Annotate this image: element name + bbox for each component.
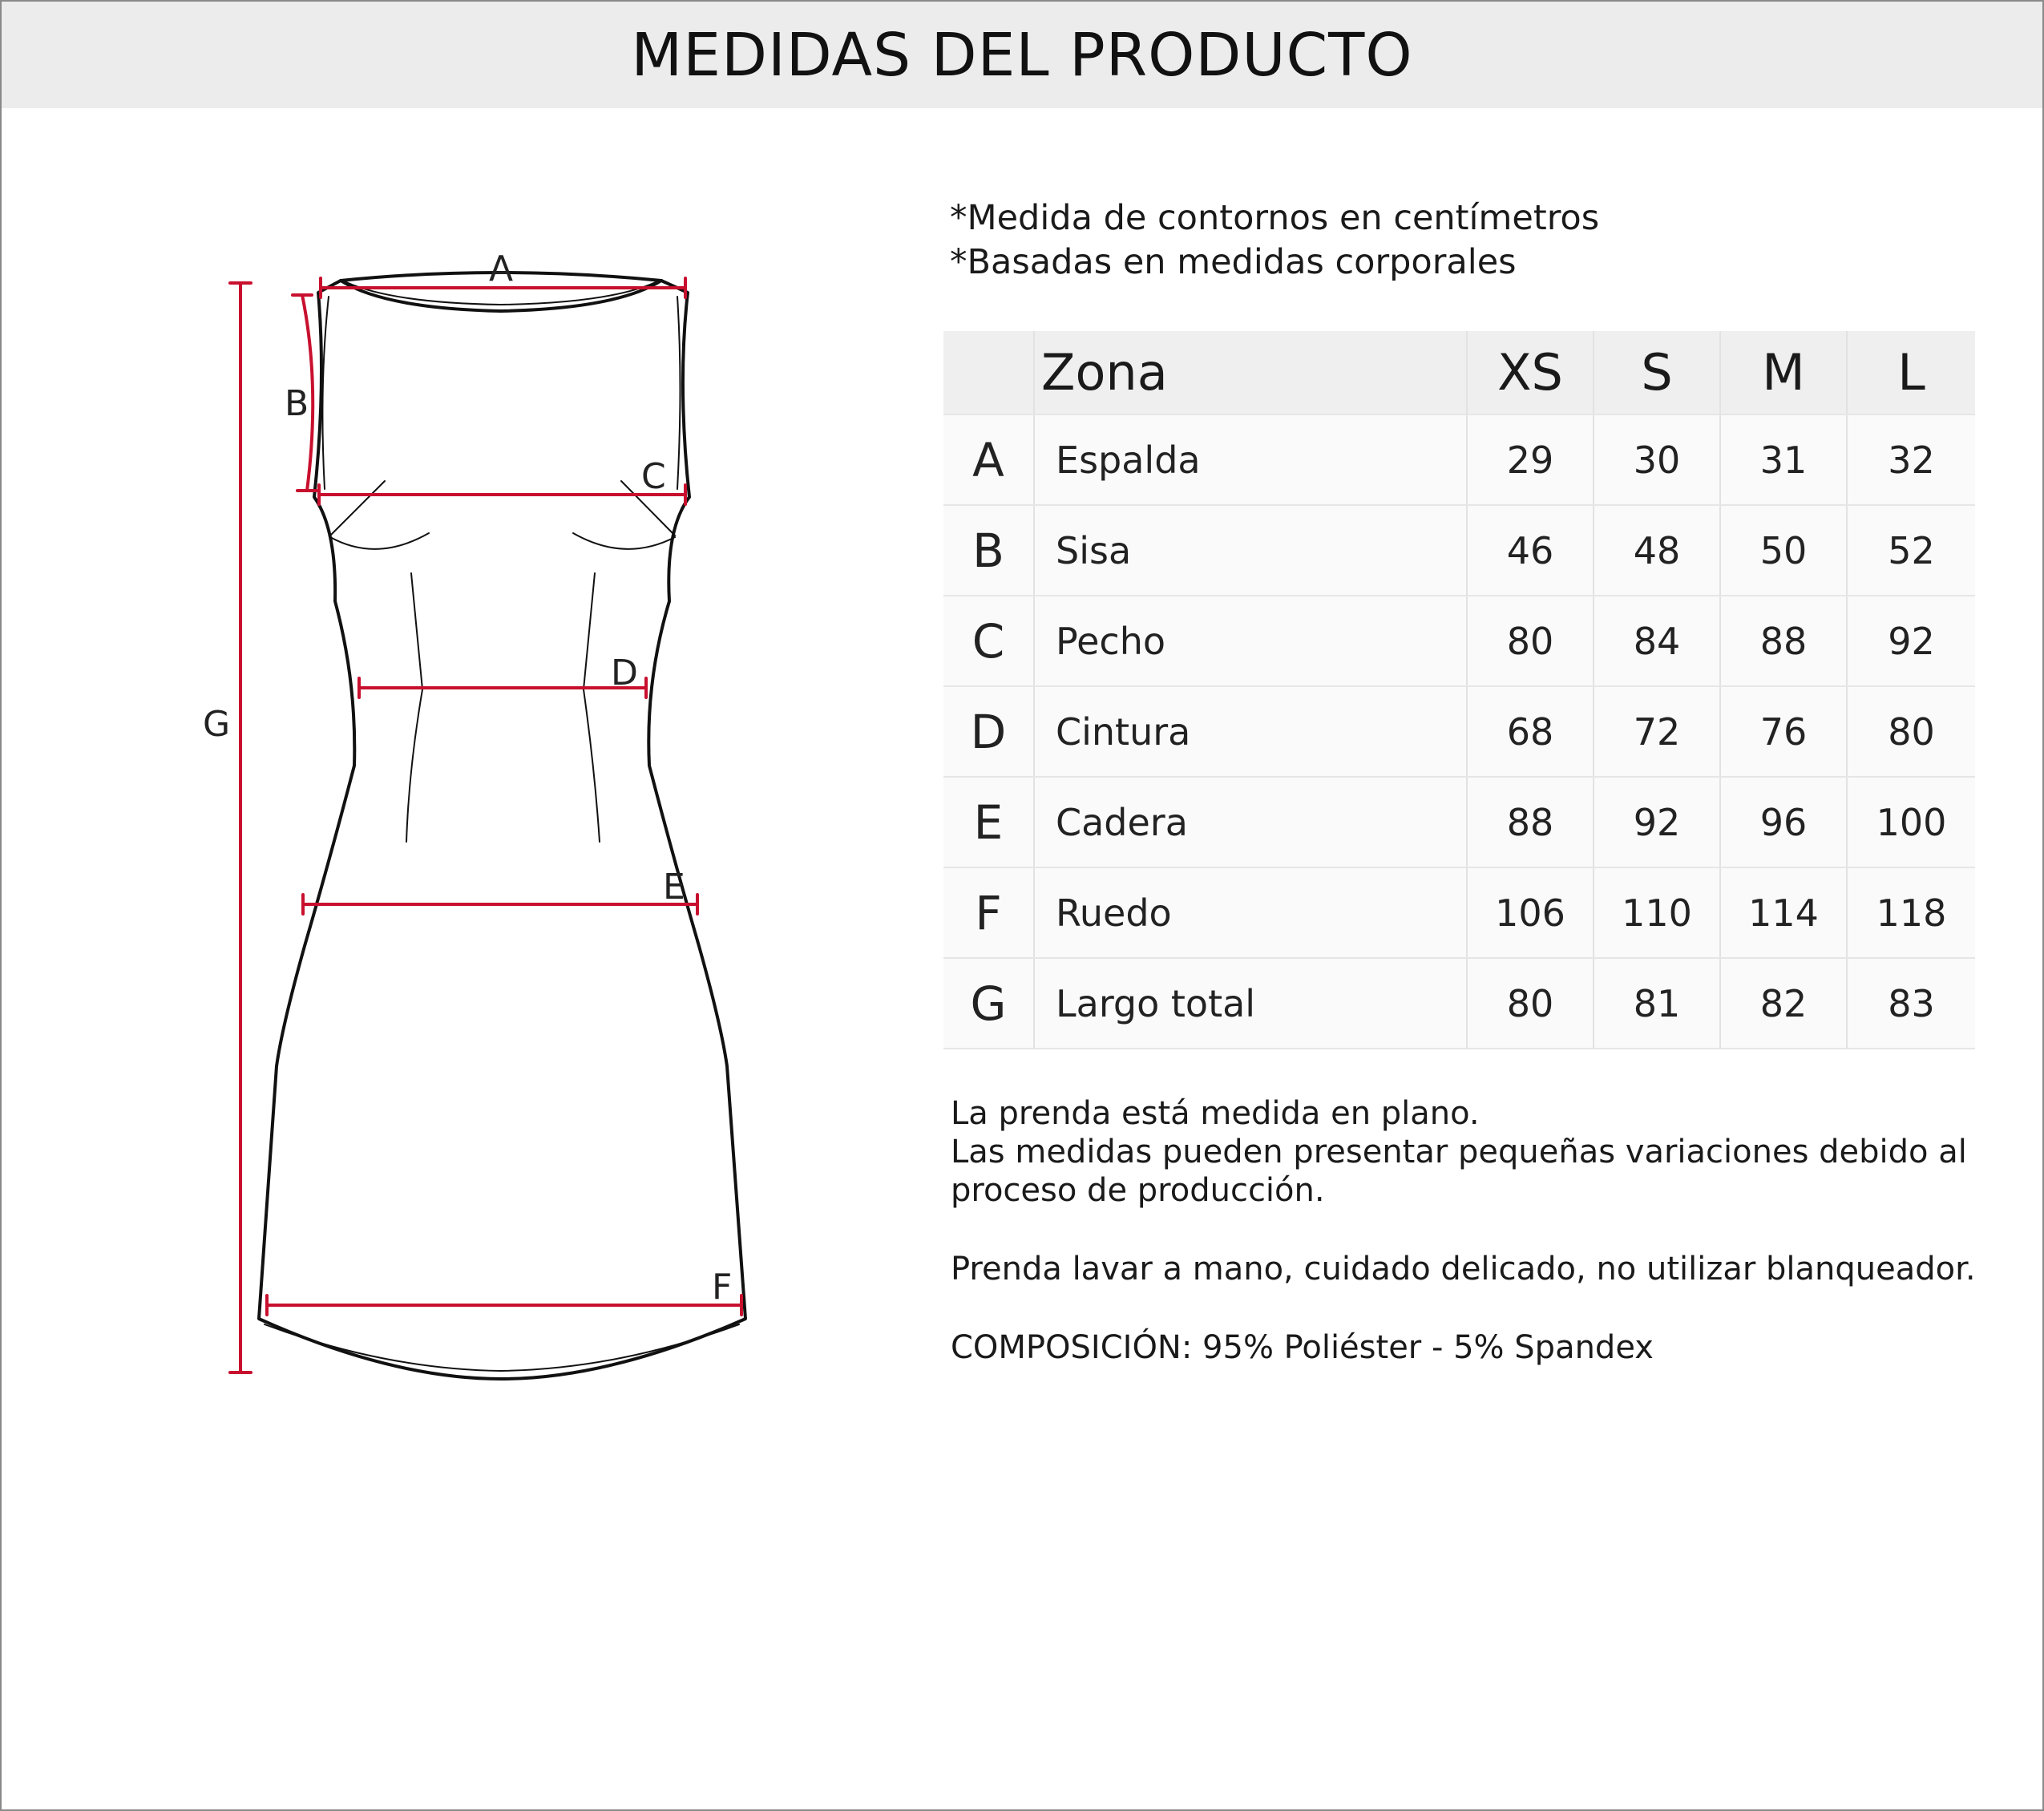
row-zone: Ruedo — [1034, 867, 1467, 958]
note-contours: *Medida de contornos en centímetros — [950, 198, 1600, 238]
variation-note-2: proceso de producción. — [951, 1172, 1325, 1209]
row-zone: Cintura — [1034, 686, 1467, 777]
value-s: 48 — [1594, 505, 1720, 596]
dart-right — [584, 573, 600, 842]
label-e: E — [663, 867, 685, 908]
row-letter: F — [943, 867, 1034, 958]
label-f: F — [712, 1267, 733, 1308]
armhole-right — [677, 297, 681, 489]
footer-notes — [951, 1094, 1976, 1367]
table-row — [943, 958, 1975, 1049]
row-zone: Espalda — [1034, 414, 1467, 505]
value-m: 76 — [1720, 686, 1847, 777]
value-l: 118 — [1847, 867, 1975, 958]
value-s: 72 — [1594, 686, 1720, 777]
value-l: 83 — [1847, 958, 1975, 1049]
notes — [950, 196, 1599, 285]
bust-right — [573, 533, 675, 549]
row-zone: Sisa — [1034, 505, 1467, 596]
bust-left-line — [330, 481, 385, 536]
note-body-measures: *Basadas en medidas corporales — [950, 242, 1517, 282]
value-xs: 106 — [1467, 867, 1594, 958]
composition: COMPOSICIÓN: 95% Poliéster - 5% Spandex — [951, 1329, 1654, 1366]
value-m: 88 — [1720, 596, 1847, 686]
value-m: 96 — [1720, 777, 1847, 867]
table-row — [943, 414, 1975, 505]
measure-c — [319, 485, 685, 504]
label-g: G — [203, 704, 231, 745]
page-title: MEDIDAS DEL PRODUCTO — [631, 20, 1413, 90]
variation-note-1: Las medidas pueden presentar pequeñas variaciones debido al — [951, 1134, 1967, 1170]
dart-left — [406, 573, 422, 842]
armhole-left — [322, 297, 329, 489]
hem-inner — [265, 1324, 739, 1371]
value-xs: 80 — [1467, 958, 1594, 1049]
measure-g — [230, 283, 251, 1372]
row-letter: G — [943, 958, 1034, 1049]
measured-flat-note: La prenda está medida en plano. — [951, 1095, 1480, 1132]
value-xs: 88 — [1467, 777, 1594, 867]
header-size-m: M — [1720, 331, 1847, 414]
measure-d — [359, 678, 646, 697]
value-l: 32 — [1847, 414, 1975, 505]
dress-outline — [259, 273, 745, 1379]
value-m: 31 — [1720, 414, 1847, 505]
table-row — [943, 867, 1975, 958]
row-letter: C — [943, 596, 1034, 686]
measure-e — [303, 895, 697, 914]
value-l: 92 — [1847, 596, 1975, 686]
value-l: 52 — [1847, 505, 1975, 596]
table-row — [943, 505, 1975, 596]
row-zone: Cadera — [1034, 777, 1467, 867]
header-zona: Zona — [1034, 331, 1467, 414]
row-zone: Largo total — [1034, 958, 1467, 1049]
label-a: A — [489, 249, 514, 289]
care-instructions: Prenda lavar a mano, cuidado delicado, no utilizar blanqueador. — [951, 1251, 1976, 1288]
label-c: C — [641, 456, 666, 497]
header-size-s: S — [1594, 331, 1720, 414]
value-s: 92 — [1594, 777, 1720, 867]
header-letter — [943, 331, 1034, 414]
value-s: 81 — [1594, 958, 1720, 1049]
size-table — [943, 331, 1975, 1049]
value-xs: 68 — [1467, 686, 1594, 777]
row-letter: A — [943, 414, 1034, 505]
table-row — [943, 596, 1975, 686]
header-size-xs: XS — [1467, 331, 1594, 414]
table-row — [943, 686, 1975, 777]
value-xs: 80 — [1467, 596, 1594, 686]
value-m: 114 — [1720, 867, 1847, 958]
table-row — [943, 777, 1975, 867]
row-zone: Pecho — [1034, 596, 1467, 686]
value-xs: 46 — [1467, 505, 1594, 596]
value-m: 50 — [1720, 505, 1847, 596]
value-s: 110 — [1594, 867, 1720, 958]
row-letter: B — [943, 505, 1034, 596]
measure-f — [267, 1296, 741, 1315]
label-d: D — [611, 653, 638, 693]
bust-left — [330, 533, 429, 549]
row-letter: E — [943, 777, 1034, 867]
row-letter: D — [943, 686, 1034, 777]
label-b: B — [285, 383, 309, 424]
header-size-l: L — [1847, 331, 1975, 414]
value-s: 84 — [1594, 596, 1720, 686]
table-header-row — [943, 331, 1975, 414]
value-xs: 29 — [1467, 414, 1594, 505]
value-m: 82 — [1720, 958, 1847, 1049]
value-s: 30 — [1594, 414, 1720, 505]
value-l: 80 — [1847, 686, 1975, 777]
value-l: 100 — [1847, 777, 1975, 867]
